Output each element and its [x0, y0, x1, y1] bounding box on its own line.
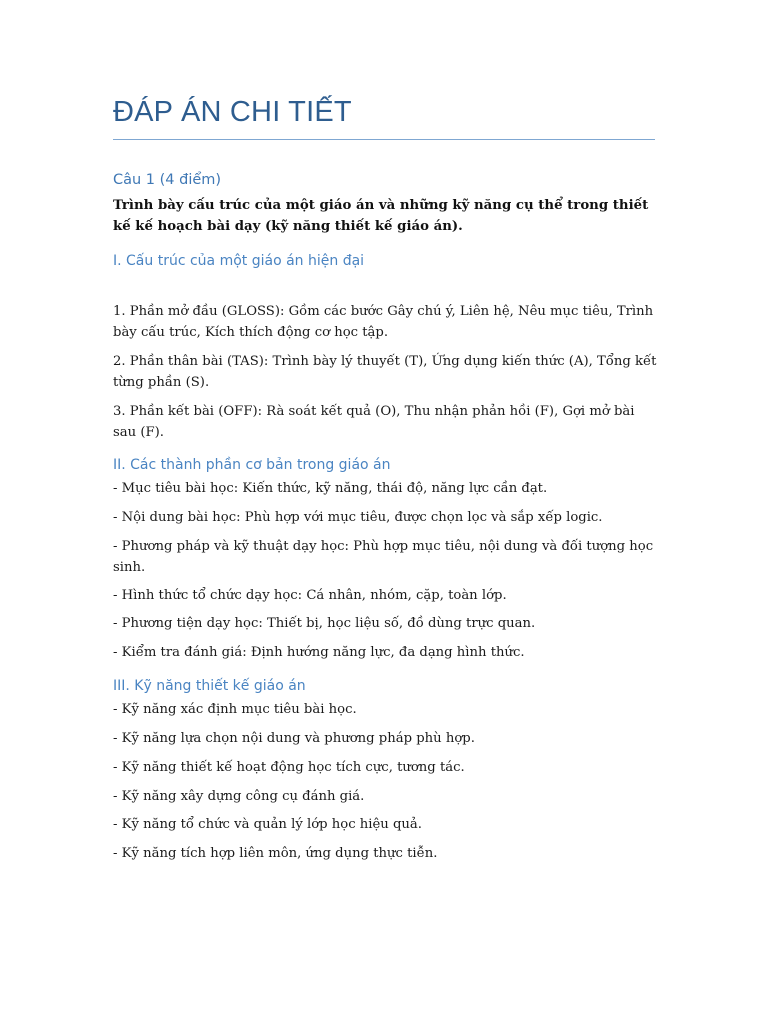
list-item: - Kiểm tra đánh giá: Định hướng năng lực, đa dạng hình thức. [113, 645, 525, 660]
question-text: Trình bày cấu trúc của một giáo án và những kỹ năng cụ thể trong thiết kế kế hoạch bài dạy (kỹ năng thiết kế giáo án). [113, 198, 649, 234]
document-title: ĐÁP ÁN CHI TIẾT [113, 96, 352, 128]
list-item: - Mục tiêu bài học: Kiến thức, kỹ năng, thái độ, năng lực cần đạt. [113, 481, 548, 496]
question-heading: Câu 1 (4 điểm) [113, 172, 222, 188]
list-item: - Nội dung bài học: Phù hợp với mục tiêu, được chọn lọc và sắp xếp logic. [113, 510, 603, 525]
section-3-heading: III. Kỹ năng thiết kế giáo án [113, 678, 306, 694]
list-item: - Phương pháp và kỹ thuật dạy học: Phù hợp mục tiêu, nội dung và đối tượng học sinh. [113, 539, 654, 575]
list-item: - Kỹ năng xác định mục tiêu bài học. [113, 702, 357, 717]
list-item: - Kỹ năng tổ chức và quản lý lớp học hiệu quả. [113, 817, 422, 832]
list-item: - Phương tiện dạy học: Thiết bị, học liệu số, đồ dùng trực quan. [113, 616, 536, 631]
list-item: 3. Phần kết bài (OFF): Rà soát kết quả (O), Thu nhận phản hồi (F), Gợi mở bài sau (F). [113, 404, 635, 440]
list-item: 1. Phần mở đầu (GLOSS): Gồm các bước Gây chú ý, Liên hệ, Nêu mục tiêu, Trình bày cấu trúc, Kích thích động cơ học tập. [113, 304, 654, 340]
list-item: - Kỹ năng thiết kế hoạt động học tích cực, tương tác. [113, 760, 465, 775]
section-2-heading: II. Các thành phần cơ bản trong giáo án [113, 457, 391, 473]
list-item: - Kỹ năng tích hợp liên môn, ứng dụng thực tiễn. [113, 846, 438, 861]
list-item: 2. Phần thân bài (TAS): Trình bày lý thuyết (T), Ứng dụng kiến thức (A), Tổng kết từng phần (S). [113, 354, 657, 390]
list-item: - Kỹ năng lựa chọn nội dung và phương pháp phù hợp. [113, 731, 475, 746]
title-underline [113, 139, 655, 140]
list-item: - Hình thức tổ chức dạy học: Cá nhân, nhóm, cặp, toàn lớp. [113, 588, 507, 603]
section-1-heading: I. Cấu trúc của một giáo án hiện đại [113, 253, 365, 269]
list-item: - Kỹ năng xây dựng công cụ đánh giá. [113, 789, 365, 804]
